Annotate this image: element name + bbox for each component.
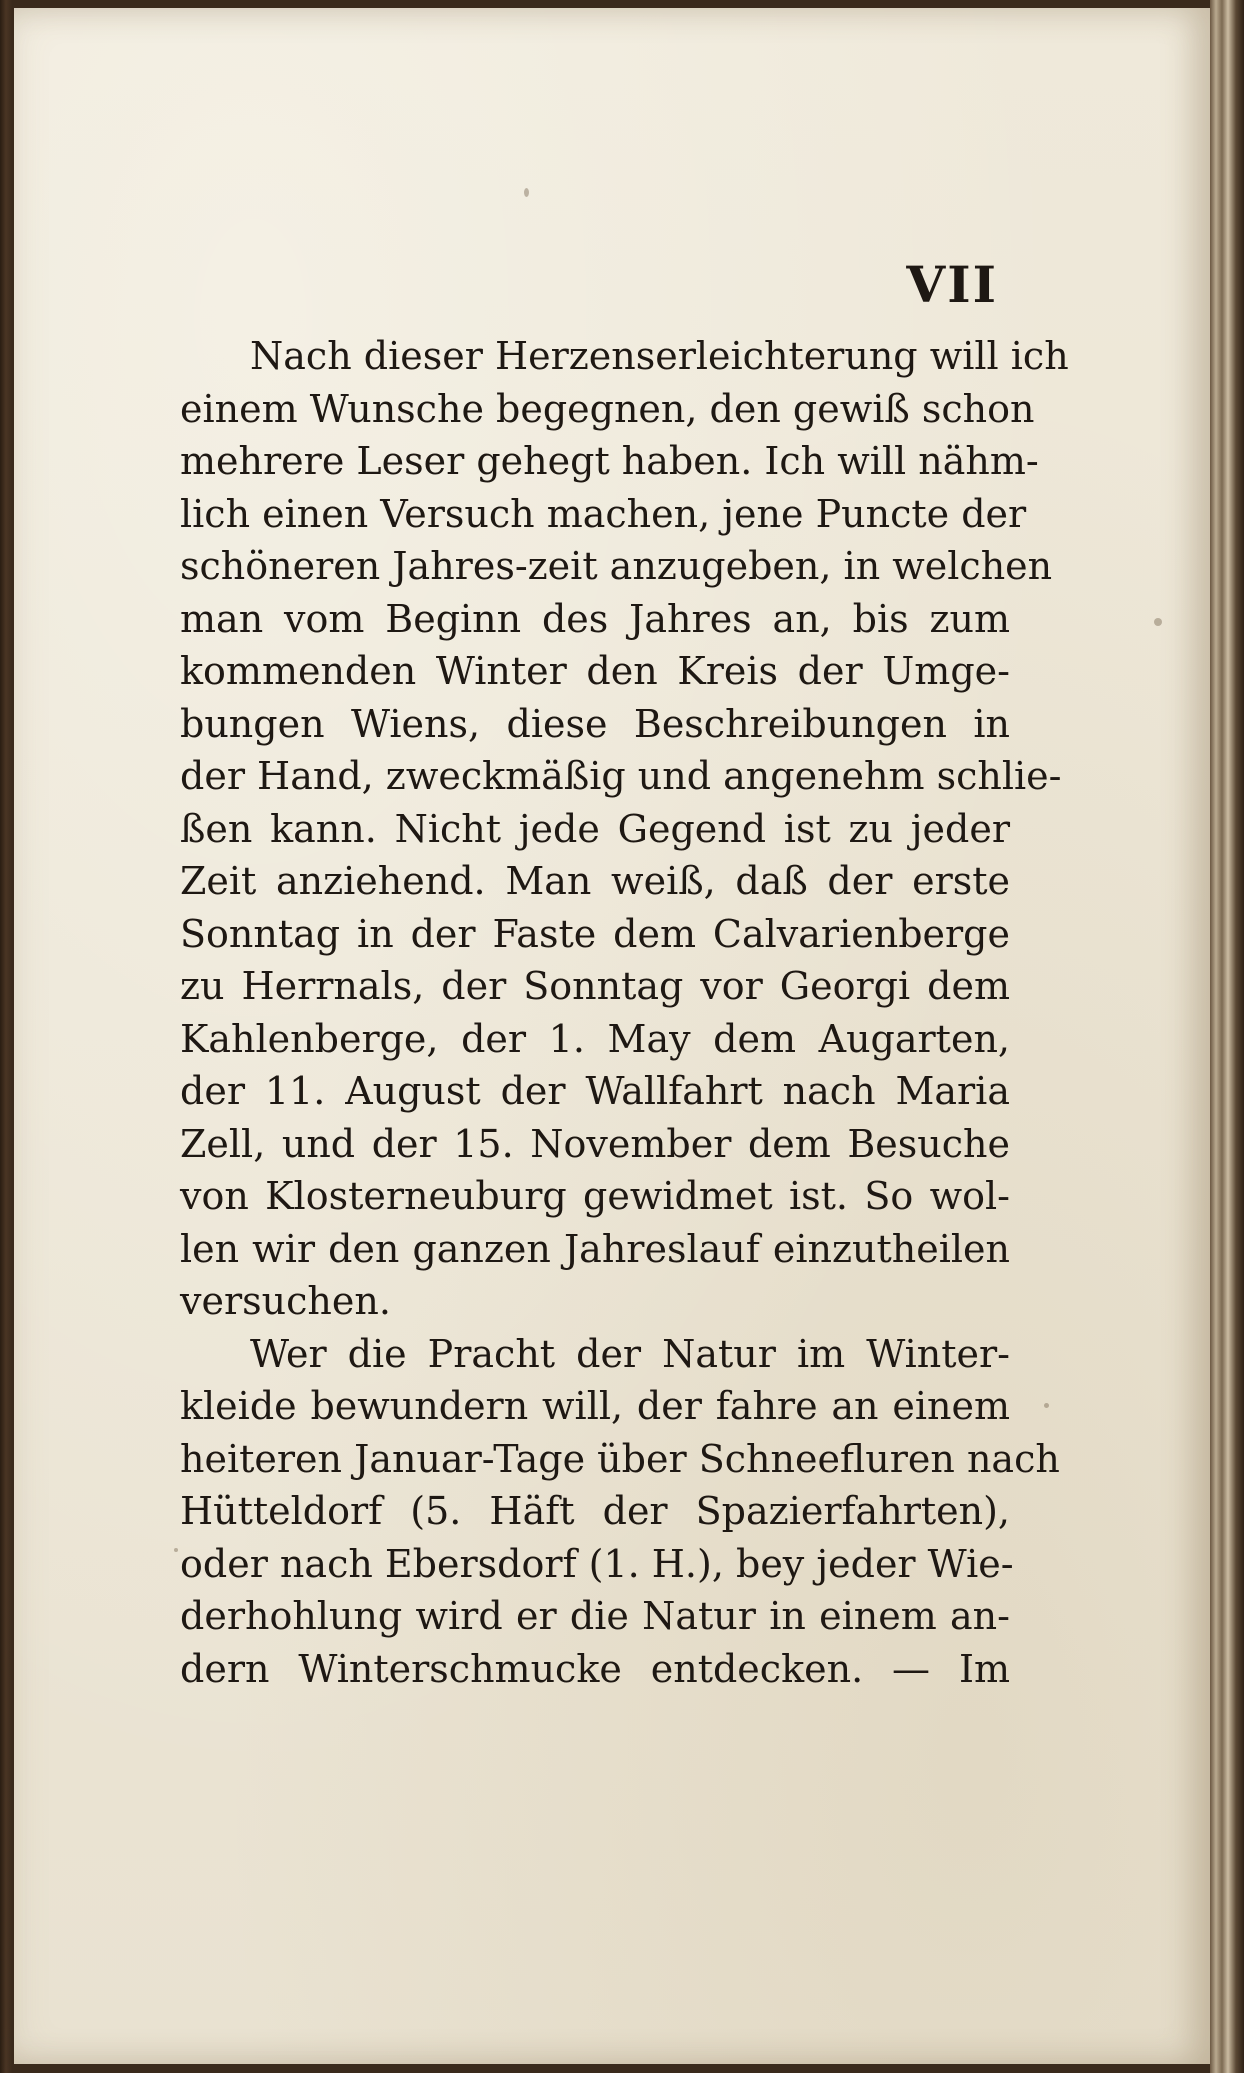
text-line: einem Wunsche begegnen, den gewiß schon — [180, 386, 1035, 431]
text-line: der 11. August der Wallfahrt nach Maria — [180, 1069, 1010, 1113]
text-line: Sonntag in der Faste dem Calvarienberge — [180, 911, 1010, 956]
text-line: ßen kann. Nicht jede Gegend ist zu jeder — [180, 806, 1010, 851]
paper-speck — [524, 188, 529, 197]
text-line: lich einen Versuch machen, jene Puncte der — [180, 491, 1027, 536]
text-line: kommenden Winter den Kreis der Umge- — [180, 649, 1010, 693]
text-line: heiteren Januar-Tage über Schneefluren nach — [180, 1436, 1060, 1481]
page-edge — [1210, 0, 1244, 2073]
text-line: Wer die Pracht der Natur im Winter- — [250, 1331, 1010, 1376]
text-line: Zeit anziehend. Man weiß, daß der erste — [180, 859, 1010, 903]
text-line: kleide bewundern will, der fahre an einem — [180, 1384, 1010, 1428]
text-line: Hütteldorf (5. Häft der Spazierfahrten), — [180, 1489, 1010, 1533]
text-line: man vom Beginn des Jahres an, bis zum — [180, 596, 1010, 641]
paragraph-1 — [180, 330, 1069, 1328]
text-line: zu Herrnals, der Sonntag vor Georgi dem — [180, 964, 1010, 1008]
text-line: schöneren Jahres-zeit anzugeben, in welchen — [180, 544, 1053, 588]
text-line: derhohlung wird er die Natur in einem an- — [180, 1594, 1010, 1638]
paper-speck — [1154, 618, 1162, 626]
body-text — [180, 330, 1069, 1695]
text-line: der Hand, zweckmäßig und angenehm schlie- — [180, 754, 1062, 798]
text-line: versuchen. — [180, 1279, 391, 1323]
text-line: Kahlenberge, der 1. May dem Augarten, — [180, 1016, 1010, 1061]
text-line: dern Winterschmucke entdecken. — Im — [180, 1646, 1010, 1691]
page-number: VII — [906, 255, 998, 314]
text-line: oder nach Ebersdorf (1. H.), bey jeder Wie- — [180, 1541, 1014, 1586]
text-line: Zell, und der 15. November dem Besuche — [180, 1121, 1010, 1166]
text-line: bungen Wiens, diese Beschreibungen in — [180, 701, 1010, 746]
paper-speck — [1044, 1403, 1049, 1408]
text-line: von Klosterneuburg gewidmet ist. So wol- — [180, 1174, 1010, 1218]
paper-speck — [174, 1548, 178, 1552]
text-line: len wir den ganzen Jahreslauf einzutheilen — [180, 1226, 1010, 1271]
text-line: Nach dieser Herzenserleichterung will ich — [250, 334, 1069, 378]
text-line: mehrere Leser gehegt haben. Ich will nähm- — [180, 439, 1039, 483]
paragraph-2 — [180, 1328, 1060, 1696]
